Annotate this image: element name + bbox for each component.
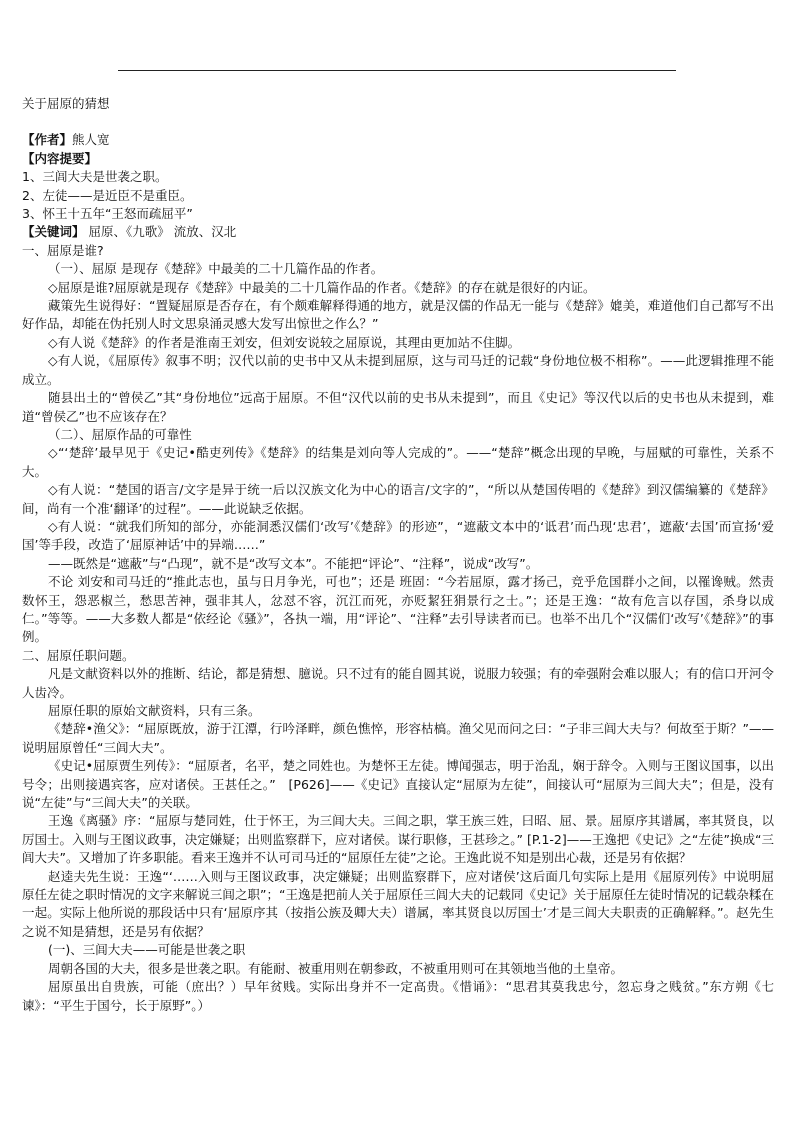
abstract-item: 2、左徒——是近臣不是重臣。	[22, 187, 193, 203]
paragraph: 《史记•屈原贾生列传》：“屈原者，名平，楚之同姓也。为楚怀王左徒。博闻强志，明于治乱，娴于辞令。入则与王图议国事，以出号令；出则接遇宾客，应对诸侯。王甚任之。” [P626]——《史记》直接认定“屈原为左徒”，间接认可“屈原为三闾大夫”；但是，没有说“左徒”与“三闾大夫”的关联。	[22, 758, 774, 811]
author-line	[22, 131, 774, 149]
header-rule	[118, 70, 676, 71]
paragraph: 王逸《离骚》序：“屈原与楚同姓，仕于怀王，为三闾大夫。三闾之职，掌王族三姓，曰昭、屈、景。屈原序其谱属，率其贤良，以厉国士。入则与王图议政事，决定嫌疑；出则监察群下，应对诸侯。谋行职修，王甚珍之。” [P.1-2]——王逸把《史记》之“左徒”换成“三闾大夫”。又增加了许多职能。看来王逸并不认可司马迁的“屈原任左徒”之论。王逸此说不知是别出心裁，还是另有依据？	[22, 813, 774, 866]
subsection-heading: （二）、屈原作品的可靠性	[48, 426, 192, 442]
abstract-item: 3、怀王十五年“王怒而疏屈平”	[22, 206, 193, 222]
paragraph: 不论 刘安和司马迁的“推此志也，虽与日月争光，可也”；还是 班固：“今若屈原，露才扬己，竞乎危国群小之间，以罹谗贼。然责数怀王，怨恶椒兰，愁思苦神，强非其人，忿怼不容，沉江而死，亦贬絜狂狷景行之士。”；还是王逸：“故有危言以存国，杀身以成仁。”等等。——大多数人都是“依经论《骚》”，各执一端，用“评论”、“注释”去引导读者而已。也举不出几个“汉儒们‘改写’《楚辞》”的事例。	[22, 574, 774, 645]
section-heading: 二、屈原任职问题。	[22, 647, 135, 663]
paragraph: ◇有人说，《屈原传》叙事不明；汉代以前的史书中又从未提到屈原，这与司马迁的记载“身份地位极不相称”。——此逻辑推理不能成立。	[22, 353, 774, 387]
abstract-item: 1、三闾大夫是世袭之职。	[22, 169, 168, 185]
paragraph: 《楚辞•渔父》：“屈原既放，游于江潭，行吟泽畔，颜色憔悴，形容枯槁。渔父见而问之曰：“子非三闾大夫与？何故至于斯？”——说明屈原曾任“三闾大夫”。	[22, 721, 774, 755]
keywords-text: 屈原、《九歌》 流放、汉北	[84, 224, 237, 240]
paragraph: ◇屈原是谁?屈原就是现存《楚辞》中最美的二十几篇作品的作者。《楚辞》的存在就是很好的内证。	[48, 279, 596, 295]
paragraph: 屈原任职的原始文献资料，只有三条。	[48, 703, 261, 718]
paragraph: ◇“‘楚辞’最早见于《史记•酷吏列传》《楚辞》的结集是刘向等人完成的”。——“楚辞”概念出现的早晚，与屈赋的可靠性，关系不大。	[22, 445, 774, 479]
keywords-line	[22, 223, 774, 241]
author-label: 【作者】	[22, 132, 73, 148]
subsection-heading: （一）、屈原 是现存《楚辞》中最美的二十几篇作品的作者。	[48, 261, 384, 277]
keywords-label: 【关键词】	[22, 224, 85, 240]
paragraph: 藏策先生说得好：“置疑屈原是否存在，有个颇难解释得通的地方，就是汉儒的作品无一能与《楚辞》媲美，难道他们自己都写不出好作品，却能在伪托别人时文思泉涌灵感大发写出惊世之作么？”	[22, 298, 774, 332]
paragraph: 凡是文献资料以外的推断、结论，都是猜想、臆说。只不过有的能自圆其说，说服力较强；有的牵强附会难以服人；有的信口开河令人齿冷。	[22, 666, 774, 700]
paragraph: ◇有人说《楚辞》的作者是淮南王刘安，但刘安说较之屈原说，其理由更加站不住脚。	[48, 334, 521, 350]
paragraph: 赵逵夫先生说：王逸“‘……入则与王图议政事，决定嫌疑；出则监察群下，应对诸侯’这后面几句实际上是用《屈原列传》中说明屈原任左徒之职时情况的文字来解说三闾之职”；“王逸是把前人关于屈原任三闾大夫的记载同《史记》关于屈原任左徒时情况的记载杂糅在一起。实际上他所说的那段话中只有‘屈原序其（按指公族及卿大夫）谱属，率其贤良以厉国士’才是三闾大夫职责的正确解释。”。赵先生之说不知是猜想，还是另有依据？	[22, 868, 774, 939]
paragraph: ◇有人说：“楚国的语言/文字是异于统一后以汉族文化为中心的语言/文字的”，“所以从楚国传唱的《楚辞》到汉儒编纂的《楚辞》间，尚有一个准‘翻译’的过程”。——此说缺乏依据。	[22, 482, 774, 516]
paragraph: ——既然是“遮蔽”与“凸现”，就不是“改写文本”。不能把“评论”、“注释”，说成“改写”。	[48, 555, 539, 571]
paragraph: 随县出土的“曾侯乙”其“身份地位”远高于屈原。不但“汉代以前的史书从未提到”，而且《史记》等汉代以后的史书也从未提到，难道“曾侯乙”也不应该存在？	[22, 390, 774, 424]
section-heading: 一、屈原是谁?	[22, 242, 104, 258]
abstract-label: 【内容提要】	[22, 150, 98, 166]
author-name: 熊人宽	[72, 132, 110, 148]
paragraph: ◇有人说：“就我们所知的部分，亦能洞悉汉儒们‘改写’《楚辞》的形迹”，“遮蔽文本中的‘诋君’而凸现‘忠君’，遮蔽‘去国’而宣扬‘爱国’等手段，改造了‘屈原神话’中的异端……”	[22, 518, 774, 553]
paragraph: 屈原虽出自贵族，可能（庶出？）早年贫贱。实际出身并不一定高贵。《惜诵》：“思君其莫我忠兮，忽忘身之贱贫。”东方朔《七谏》：“平生于国兮，长于原野”。）	[22, 979, 774, 1013]
document-body	[22, 95, 774, 1015]
document-title: 关于屈原的猜想	[22, 96, 110, 111]
subsection-heading: (一)、三闾大夫——可能是世袭之职	[48, 942, 246, 958]
paragraph: 周朝各国的大夫，很多是世袭之职。有能耐、被重用则在朝参政，不被重用则可在其领地当他的土皇帝。	[48, 960, 624, 976]
